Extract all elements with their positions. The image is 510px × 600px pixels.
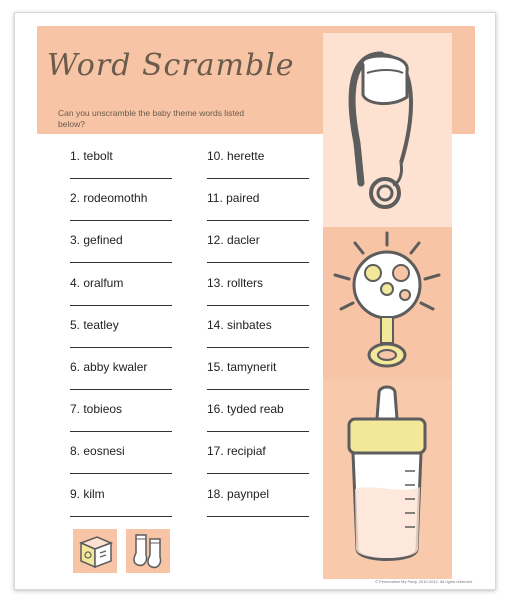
word-item [70, 444, 180, 486]
scrambled-word: 12. dacler [207, 233, 260, 248]
word-item [70, 191, 180, 233]
word-list [70, 149, 330, 529]
illustration-column [323, 33, 452, 579]
word-item [70, 233, 180, 275]
scrambled-word: 3. gefined [70, 233, 123, 248]
answer-line [70, 220, 172, 221]
word-item [207, 487, 317, 529]
answer-line [70, 347, 172, 348]
scrambled-word: 14. sinbates [207, 317, 272, 332]
answer-line [207, 516, 309, 517]
baby-socks-icon [126, 529, 170, 573]
word-item [207, 191, 317, 233]
answer-line [207, 305, 309, 306]
scrambled-word: 15. tamynerit [207, 359, 277, 374]
word-column-right [207, 149, 317, 529]
answer-line [70, 178, 172, 179]
answer-line [70, 389, 172, 390]
page-title: Word Scramble [47, 48, 295, 83]
answer-line [70, 516, 172, 517]
rattle-panel [323, 227, 452, 379]
word-item [207, 402, 317, 444]
word-item [70, 360, 180, 402]
scrambled-word: 11. paired [207, 191, 260, 206]
abc-block-icon [73, 529, 117, 573]
answer-line [207, 473, 309, 474]
word-item [207, 444, 317, 486]
safety-pin-icon [323, 33, 452, 227]
scrambled-word: 16. tyded reab [207, 402, 284, 417]
word-item [207, 360, 317, 402]
scrambled-word: 18. paynpel [207, 486, 270, 501]
word-item [70, 318, 180, 360]
word-item [70, 402, 180, 444]
word-item [70, 487, 180, 529]
scrambled-word: 2. rodeomothh [70, 191, 148, 206]
instructions-text: Can you unscramble the baby theme words listed below? [58, 108, 245, 129]
word-item [207, 149, 317, 191]
scrambled-word: 13. rollters [207, 275, 264, 290]
scrambled-word: 7. tobieos [70, 402, 123, 417]
word-item [207, 318, 317, 360]
worksheet-page [14, 12, 496, 590]
answer-line [207, 389, 309, 390]
answer-line [70, 473, 172, 474]
answer-line [70, 262, 172, 263]
baby-socks-thumb [126, 529, 170, 573]
scrambled-word: 9. kilm [70, 486, 105, 501]
scrambled-word: 6. abby kwaler [70, 359, 148, 374]
answer-line [207, 262, 309, 263]
scrambled-word: 8. eosnesi [70, 444, 125, 459]
word-item [207, 276, 317, 318]
rattle-icon [323, 227, 452, 379]
scrambled-word: 1. tebolt [70, 149, 113, 163]
scrambled-word: 17. recipiaf [207, 444, 266, 459]
answer-line [70, 431, 172, 432]
abc-block-thumb [73, 529, 117, 573]
scrambled-word: 10. herette [207, 149, 265, 163]
answer-line [207, 220, 309, 221]
word-item [207, 233, 317, 275]
baby-bottle-icon [323, 379, 452, 579]
scrambled-word: 4. oralfum [70, 275, 124, 290]
answer-line [207, 347, 309, 348]
word-column-left [70, 149, 180, 529]
word-item [70, 149, 180, 191]
scrambled-word: 5. teatley [70, 317, 119, 332]
answer-line [70, 305, 172, 306]
baby-bottle-panel [323, 379, 452, 579]
safety-pin-panel [323, 33, 452, 227]
copyright-notice: © Personalize My Party, 2010-2012. All rights reserved. [374, 579, 473, 584]
answer-line [207, 178, 309, 179]
answer-line [207, 431, 309, 432]
word-item [70, 276, 180, 318]
